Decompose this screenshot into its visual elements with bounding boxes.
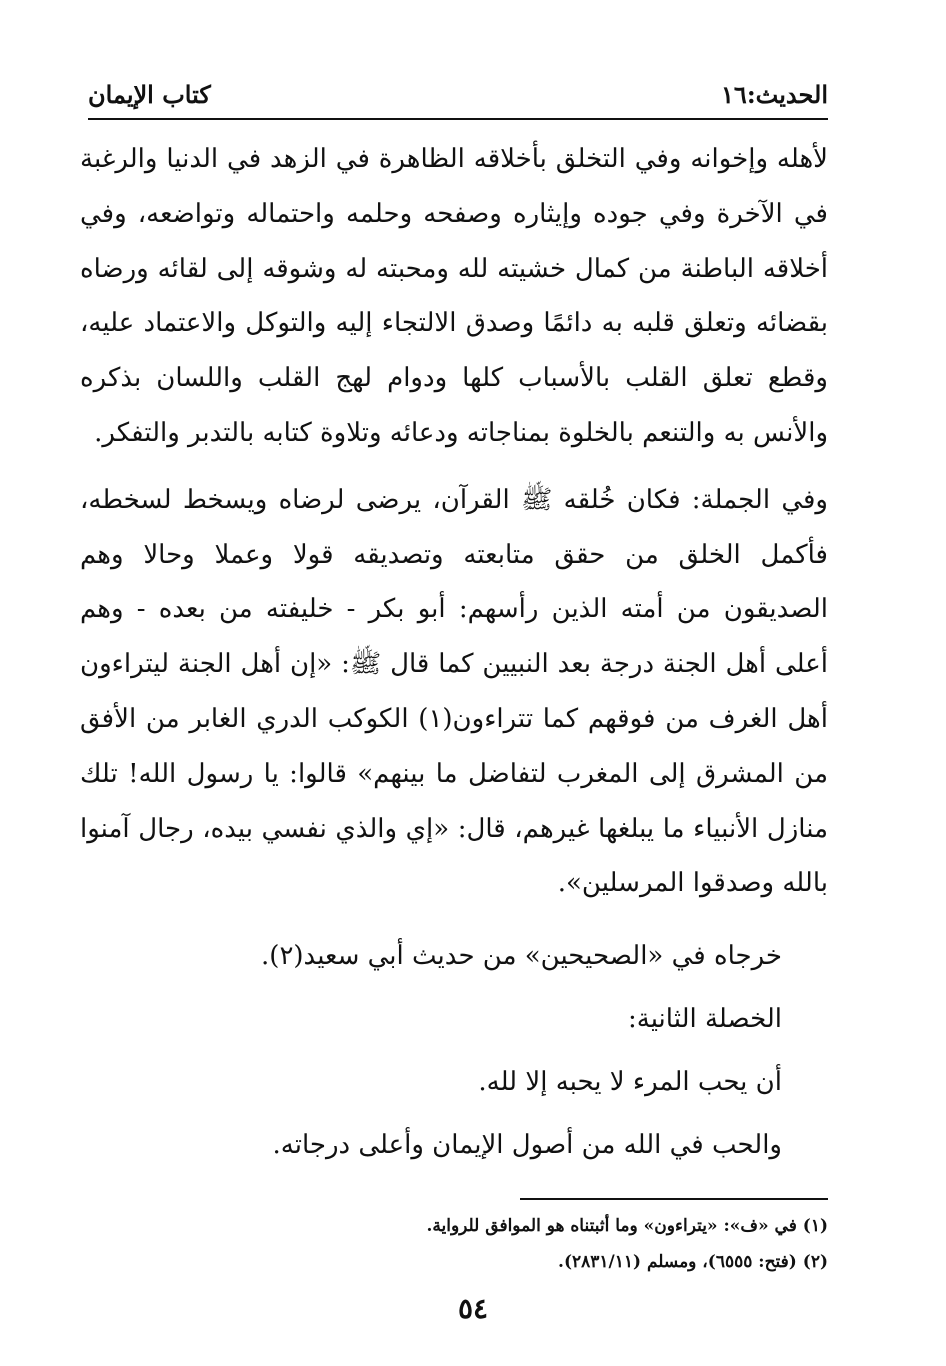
paragraph: أن يحب المرء لا يحبه إلا لله.: [478, 1066, 782, 1097]
footnotes: [300, 1208, 828, 1280]
main-text: [80, 132, 828, 1172]
footnote-divider: [520, 1198, 828, 1200]
page-number: ٥٤: [457, 1292, 489, 1325]
footnote: (١) في «ف»: «يتراءون» وما أثبتناه هو الموافق للرواية.: [426, 1216, 828, 1236]
hadith-number-label: الحديث:١٦: [721, 79, 828, 109]
paragraph: والحب في الله من أصول الإيمان وأعلى درجاته.: [272, 1129, 782, 1160]
section-heading: الخصلة الثانية:: [628, 1003, 782, 1034]
paragraph: خرجاه في «الصحيحين» من حديث أبي سعيد(٢).: [261, 941, 782, 972]
running-header: [88, 74, 828, 114]
header-divider: [88, 118, 828, 120]
paragraph: وفي الجملة: فكان خُلقه ﷺ القرآن، يرضى لرضاه ويسخط لسخطه، فأكمل الخلق من حقق متابعته وتصديقه قولا وعملا وحالا وهم الصديقون من أمته الذين رأسهم: أبو بكر - خليفته من بعده - وهم أعلى أهل الجنة درجة بعد النبيين كما قال ﷺ: «إن أهل الجنة ليتراءون أهل الغرف من فوقهم كما تتراءون(١) الكوكب الدري الغابر من الأفق من المشرق إلى المغرب لتفاضل ما بينهم» قالوا: يا رسول الله! تلك منازل الأنبياء ما يبلغها غيرهم، قال: «إي والذي نفسي بيده، رجال آمنوا بالله وصدقوا المرسلين».: [80, 484, 828, 899]
footnote: (٢) (فتح: ٦٥٥٥)، ومسلم (٢٨٣١/١١).: [558, 1252, 828, 1272]
paragraph: لأهله وإخوانه وفي التخلق بأخلاقه الظاهرة في الزهد في الدنيا والرغبة في الآخرة وفي جوده وإيثاره وصفحه وحلمه واحتماله وتواضعه، وفي أخلاقه الباطنة من كمال خشيته لله ومحبته له وشوقه إلى لقائه ورضاه بقضائه وتعلق قلبه به دائمًا وصدق الالتجاء إليه والتوكل والاعتماد عليه، وقطع تعلق القلب بالأسباب كلها ودوام لهج القلب واللسان بذكره والأنس به والتنعم بالخلوة بمناجاته ودعائه وتلاوة كتابه بالتدبر والتفكر.: [80, 144, 828, 448]
book-title-label: كتاب الإيمان: [88, 79, 211, 109]
